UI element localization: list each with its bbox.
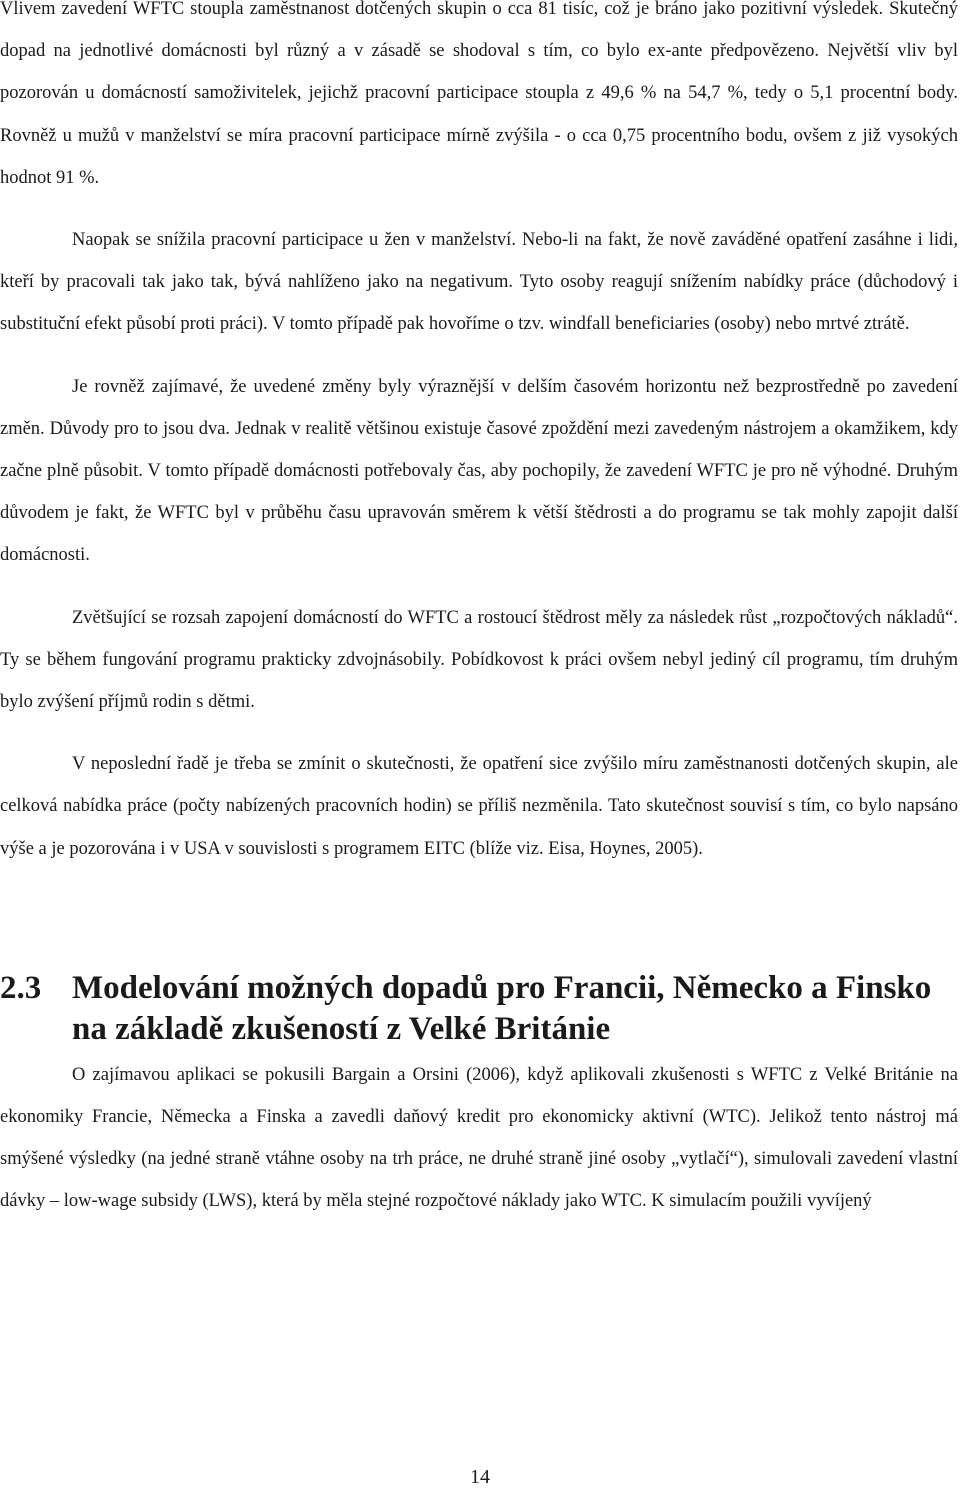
paragraph-labour-supply: V neposlední řadě je třeba se zmínit o skutečnosti, že opatření sice zvýšilo míru zaměstnanosti dotčených skupin, ale celková nabídka práce (počty nabízených pracovních hodin) se příliš nezměnila. Tato skutečnost souvisí s tím, co bylo napsáno výše a je pozorována i v USA v souvislosti s programem EITC (blíže viz. Eisa, Hoynes, 2005). (0, 754, 958, 859)
paragraph-gap (0, 346, 958, 366)
section-heading (0, 968, 958, 1050)
paragraph-budget-costs: Zvětšující se rozsah zapojení domácností do WFTC a rostoucí štědrost měly za následek růst „rozpočtových nákladů“. Ty se během fungování programu prakticky zdvojnásobily. Pobídkovost k práci ovšem nebyl jediný cíl programu, tím druhým bylo zvýšení příjmů rodin s dětmi. (0, 607, 958, 713)
section-title: Modelování možných dopadů pro Francii, Německo a Finsko na základě zkušeností z Velké Británie (72, 969, 932, 1047)
page-number: 14 (470, 1466, 490, 1488)
paragraph-gap (0, 723, 958, 743)
section-gap (0, 870, 958, 968)
paragraph-gap (0, 577, 958, 597)
paragraph-wftc-employment: Vlivem zavedení WFTC stoupla zaměstnanost dotčených skupin o cca 81 tisíc, což je bráno jako pozitivní výsledek. Skutečný dopad na jednotlivé domácnosti byl různý a v zásadě se shodoval s tím, co bylo ex-ante předpovězeno. Největší vliv byl pozorován u domácností samoživitelek, jejichž pracovní participace stoupla z 49,6 % na 54,7 %, tedy o 5,1 procentní body. Rovněž u mužů v manželství se míra pracovní participace mírně zvýšila - o cca 0,75 procentního bodu, ovšem z již vysokých hodnot 91 %. (0, 0, 958, 188)
paragraph-married-women: Naopak se snížila pracovní participace u žen v manželství. Nebo-li na fakt, že nově zaváděné opatření zasáhne i lidi, kteří by pracovali tak jako tak, bývá nahlíženo jako na negativum. Tyto osoby reagují snížením nabídky práce (důchodový i substituční efekt působí proti práci). V tomto případě pak hovoříme o tzv. windfall beneficiaries (osoby) nebo mrtvé ztrátě. (0, 230, 958, 335)
section-number: 2.3 (0, 969, 42, 1006)
paragraph-section-intro: O zajímavou aplikaci se pokusili Bargain a Orsini (2006), když aplikovali zkušenosti s WFTC z Velké Británie na ekonomiky Francie, Německa a Finska a zavedli daňový kredit pro ekonomicky aktivní (WTC). Jelikož tento nástroj má smýšené výsledky (na jedné straně vtáhne osoby na trh práce, ne druhé straně jiné osoby „vytlačí“), simulovali zavedení vlastní dávky – low-wage subsidy (LWS), která by měla stejné rozpočtové náklady jako WTC. K simulacím použili vyvíjený (0, 1064, 958, 1212)
paragraph-gap (0, 199, 958, 219)
paragraph-longer-horizon: Je rovněž zajímavé, že uvedené změny byly výraznější v delším časovém horizontu než bezprostředně po zavedení změn. Důvody pro to jsou dva. Jednak v realitě většinou existuje časové zpoždění mezi zavedeným nástrojem a okamžikem, kdy začne plně působit. V tomto případě domácnosti potřebovaly čas, aby pochopily, že zavedení WFTC je pro ně výhodné. Druhým důvodem je fakt, že WFTC byl v průběhu času upravován směrem k větší štědrosti a do programu se tak mohly zapojit další domácnosti. (0, 376, 958, 566)
